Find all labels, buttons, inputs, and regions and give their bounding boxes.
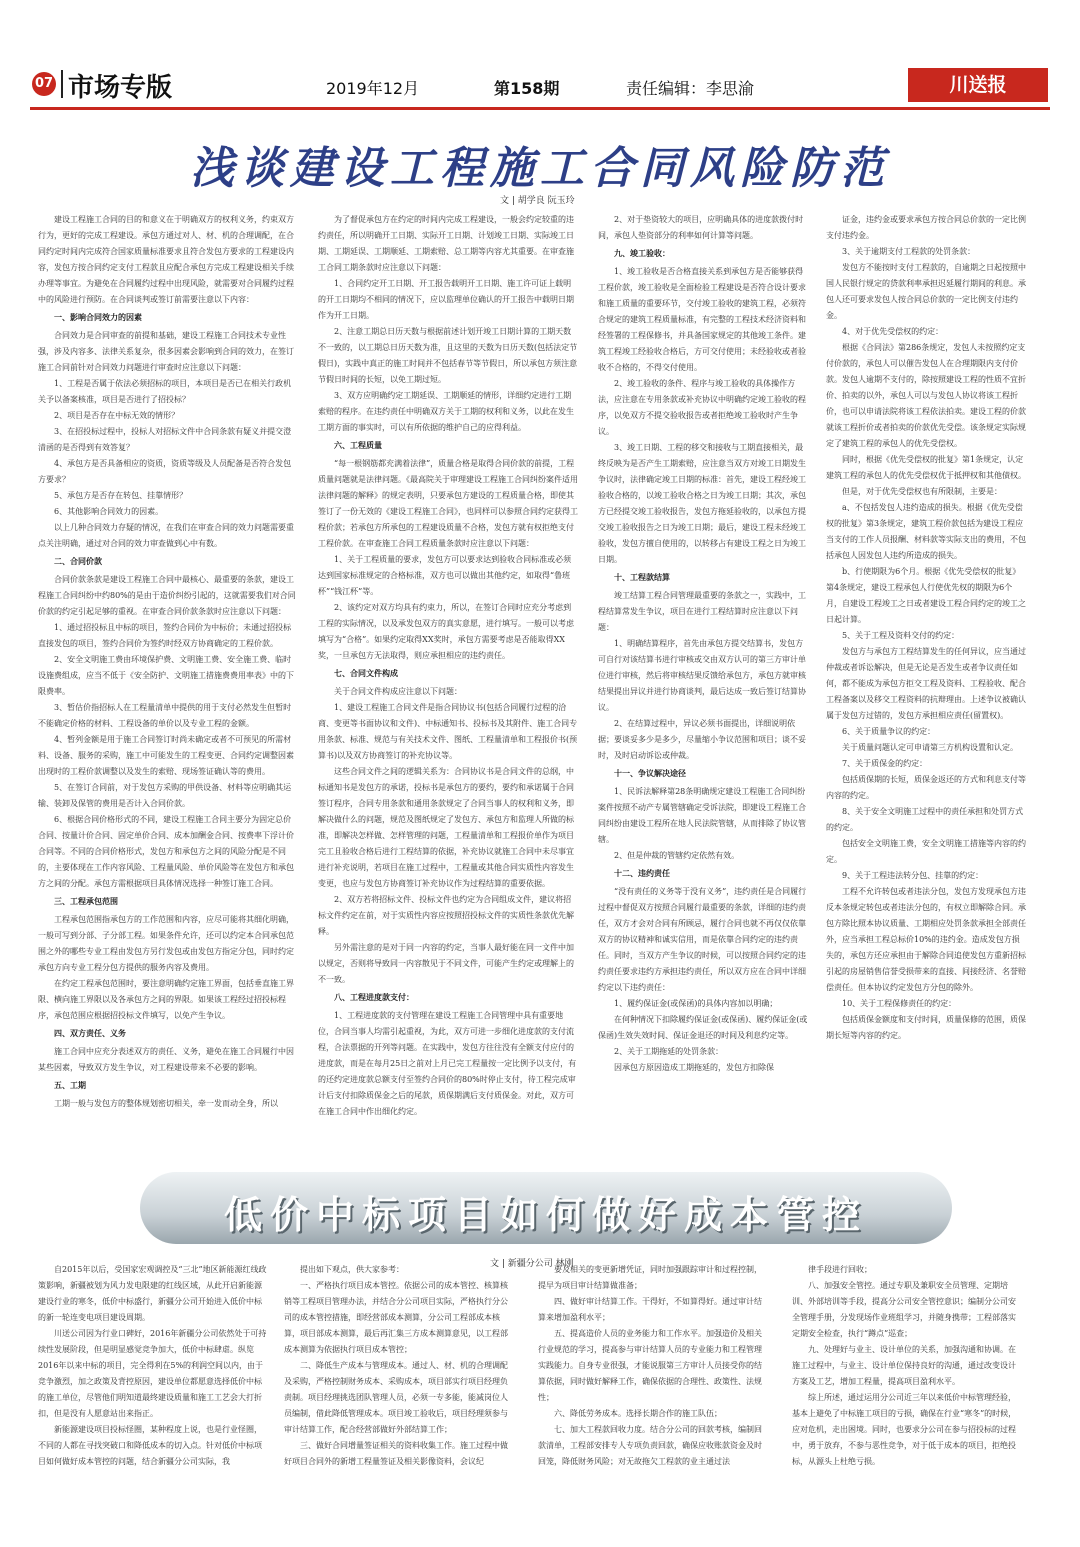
article1-column-2: [318, 212, 578, 1120]
paragraph: 关于合同文件构成应注意以下问题：: [334, 687, 462, 696]
paragraph: 证金，违约金或要求承包方按合同总价款的一定比例支付违约金。: [826, 215, 1026, 240]
paragraph: 1、建设工程施工合同文件是指合同协议书(包括合同履行过程的洽商、变更等书面协议和文件)、中标通知书、投标书及其附件、施工合同专用条款、标准、规范与有关技术文件、图纸、工程量清单和工程报价书(预算书)以及双方协商签订的补充协议等。: [318, 703, 578, 760]
paragraph: 2、项目是否存在中标无效的情形？: [54, 411, 180, 420]
paragraph: 五、提高造价人员的业务能力和工作水平。加强造价及相关行业规范的学习，提高参与审计结算人员的专业能力和工程管理实践能力。自身专业很强，才能说服第三方审计人员接受你的结算依据，同时做好解释工作，确保依据的合理性、政策性、法规性；: [538, 1329, 762, 1402]
article2-column-1: [38, 1262, 268, 1470]
paragraph: 包括质保金额度和支付时间，质量保修的范围，质保期长短等内容的约定。: [826, 1015, 1026, 1040]
paragraph: 2、对于垫资较大的项目，应明确具体的进度款拨付时间，承包人垫资部分的利率如何计算等问题。: [598, 215, 804, 240]
article2-title-banner: [140, 1172, 952, 1244]
paragraph: 1、履约保证金(或保函)的具体内容加以明确；: [614, 999, 778, 1008]
page-number-badge: 07: [32, 72, 56, 96]
paragraph: 5、在签订合同前，对于发包方采购的甲供设备、材料等应明确其运输、装卸及保管的费用是否计入合同价款。: [38, 783, 292, 808]
paragraph: 这些合同文件之间的逻辑关系为：合同协议书是合同文件的总纲，中标通知书是发包方的承诺，投标书是承包方的要约，要约和承诺属于合同签订程序，合同专用条款和通用条款规定了合同当事人的权利和义务，即解决做什么的问题，规范及图纸规定了发包方、承包方和监理人所做的标准，即解决怎样做、怎样管理的问题，工程量清单和工程报价单作为项目完工且验收合格后进行工程结算的依据，补充协议就施工合同中未尽事宜进行补充说明，若项目在施工过程中，工程量或其他合同实质性内容发生变更，也应与发包方协商签订补充协议作为过程结算的重要依据。: [318, 767, 574, 888]
article1-column-1: [38, 212, 298, 1112]
paragraph: 6、根据合同价格形式的不同，建设工程施工合同主要分为固定总价合同、按量计价合同、固定单价合同、成本加酬金合同、按费率下浮计价合同等。不同的合同价格形式，发包方和承包方之间的风险分配是不同的，主要体现在工作内容风险、工程量风险、单价风险等在发包方和承包方之间的分配。承包方需根据项目具体情况选择一种签订施工合同。: [38, 815, 294, 888]
section-heading: 七、合同文件构成: [334, 669, 398, 678]
header-divider: [61, 70, 63, 98]
article2-column-2: [284, 1262, 514, 1470]
paragraph: 2、竣工验收的条件、程序与竣工验收的具体操作方法，应注意在专用条款或补充协议中明确约定竣工验收的程序，以免双方不提交验收报告或者拒绝竣工验收时产生争议。: [598, 379, 806, 436]
paragraph: 以上几种合同效力存疑的情况，在我们在审查合同的效力问题需要重点关注明确，通过对合同的效力审查做到心中有数。: [38, 523, 294, 548]
paragraph: 3、竣工日期、工程的移交和接收与工期直接相关，最终反映为是否产生工期索赔，应注意当双方对竣工日期发生争议时，法律确定竣工日期的标准：首先，建设工程经竣工验收合格的，以竣工验收合格之日为竣工日期；其次，承包方已经提交竣工验收报告，发包方拖延验收的，以承包方提交竣工验收报告之日为竣工日期；最后，建设工程未经竣工验收，发包方擅自使用的，以转移占有建设工程之日为竣工日期。: [598, 443, 806, 564]
paragraph: 3、关于逾期支付工程款的处罚条款：: [842, 247, 976, 256]
paragraph: 六、降低劳务成本。选择长期合作的施工队伍；: [554, 1409, 722, 1418]
editor-credit: 责任编辑：李思渝: [626, 79, 755, 98]
paragraph: 1、明确结算程序，首先由承包方提交结算书，发包方可自行对该结算书进行审核或交由双方认可的第三方审计单位进行审核，然后将审核结果反馈给承包方，承包方就审核结果提出异议并进行协商谈判，最后达成一致后签订结算协议。: [598, 639, 806, 712]
paragraph: 三、做好合同增量签证相关的资料收集工作。施工过程中做好项目合同外的新增工程量签证及相关影像资料，会议纪: [284, 1441, 508, 1466]
paragraph: 2、在结算过程中，异议必须书面提出，详细说明依据；要谈妥多少是多少，尽量缩小争议范围和项目；谈不妥时，及时启动诉讼或仲裁。: [598, 719, 806, 760]
paragraph: 施工合同中应充分表述双方的责任、义务，避免在施工合同履行中因某些因素，导致双方发生争议，对工程建设带来不必要的影响。: [38, 1047, 294, 1072]
paragraph: 但是，对于优先受偿权也有所限制，主要是：: [842, 487, 1002, 496]
paragraph: 综上所述，通过运用分公司近三年以来低价中标管理经验，基本上避免了中标施工项目的亏损，确保在行业“寒冬”的时候，应对危机，走出困境。同时，也要求分公司在参与招投标的过程中，勇于放弃，不参与恶性竞争，对于低于成本的项目，拒绝投标，从源头上杜绝亏损。: [792, 1393, 1017, 1466]
paragraph: 2、但是仲裁的管辖约定依然有效。: [614, 851, 740, 860]
paragraph: a、不包括发包人违约造成的损失。根据《优先受偿权的批复》第3条规定，建筑工程价款包括为建设工程应当支付的工作人员报酬、材料款等实际支出的费用，不包括承包人因发包人违约所造成的损失。: [826, 503, 1026, 560]
paragraph: 九、处理好与业主、设计单位的关系，加强沟通和协调。在施工过程中，与业主、设计单位保持良好的沟通，通过改变设计方案及工艺，增加工程量，提高项目盈利水平。: [792, 1345, 1016, 1386]
paragraph: 川送公司因为行业口碑好，2016年新疆分公司依然处于可持续性发展阶段，但是明显感觉竞争加大，低价中标肆虐。纵览2016年以来中标的项目，完全得利在5%的利润空间以内，由于竞争激烈，加之政策及背控原因，建设单位都愿意选择低价中标的施工单位，尽管他们明知道最终建设质量和施工工艺会大打折扣，但是没有人愿意站出来指正。: [38, 1329, 267, 1418]
paragraph: 为了督促承包方在约定的时间内完成工程建设，一般会约定较重的违约责任，所以明确开工日期、实际开工日期、计划竣工日期、实际竣工日期、工期延误、工期顺延、工期索赔、总工期等内容尤其重要。在审查施工合同工期条款时应注意以下问题：: [318, 215, 574, 272]
paragraph: 1、工程是否属于依法必须招标的项目，本项目是否已在相关行政机关予以备案核准，项目是否进行了招投标？: [38, 379, 292, 404]
paragraph: 包括质保期的长短，质保金返还的方式和利息支付等内容的约定。: [826, 775, 1026, 800]
paragraph: 1、关于工程质量的要求，发包方可以要求达到验收合同标准或必须达到国家标准规定的合格标准，双方也可以做出其他约定，如取得“鲁班杯”“钱江杯”等。: [318, 555, 572, 596]
paragraph: 提出如下观点，供大家参考：: [300, 1265, 404, 1274]
paragraph: 另外需注意的是对于同一内容的约定，当事人最好能在同一文件中加以规定，否则将导致同一内容散见于不同文件，可能产生约定或理解上的不一致。: [318, 943, 574, 984]
paragraph: 3、在招投标过程中，投标人对招标文件中合同条款有疑义并提交澄清函的是否得到有效答复？: [38, 427, 292, 452]
issue-date: 2019年12月: [326, 79, 420, 98]
paragraph: 8、关于安全文明施工过程中的责任承担和处罚方式的约定。: [826, 807, 1024, 832]
paragraph: 律手段进行回收；: [808, 1265, 872, 1274]
section-heading: 六、工程质量: [334, 441, 382, 450]
paragraph: 1、工程进度款的支付管理在建设工程施工合同管理中具有重要地位，合同当事人均需引起重视，为此，双方可进一步细化进度款的支付流程，合法票据的开列等问题。在实践中，发包方往往没有全额支付应付的进度款，而是在每月25日之前对上月已完工程量按一定比例予以支付，有的还约定进度款总额支付至签约合同价的80%时停止支付，待工程完成审计后支付扣除质保金之后的尾款，质保期满后支付质保金。对此，双方可在施工合同中作出细化约定。: [318, 1011, 577, 1116]
paragraph: 自2015年以后，受国家宏观调控及“三北”地区新能源红线政策影响，新疆被划为风力发电限建的红线区域，从此开启新能源建设行业的寒冬，低价中标盛行，新疆分公司开始进入低价中标的新一轮连变电项目建设周期。: [38, 1265, 267, 1322]
paragraph: 7、关于质保金的约定：: [842, 759, 928, 768]
paragraph: 在约定工程承包范围时，要注意明确约定施工界面，包括垂直施工界限、横向施工界限以及各承包方之间的界限。如果该工程经过招投标程序，承包范围应根据招投标文件填写，以免产生争议。: [38, 979, 294, 1020]
section-heading: 一、影响合同效力的因素: [54, 313, 142, 322]
section-name: 市场专版: [68, 73, 173, 103]
section-heading: 三、工程承包范围: [54, 897, 118, 906]
paragraph: 发包方不能按时支付工程款的，自逾期之日起按照中国人民银行规定的贷款利率承担迟延履行期间的利息。承包人还可要求发包人按合同总价款的一定比例支付违约金。: [826, 263, 1026, 320]
paragraph: 一、严格执行项目成本管控。依据公司的成本管控、核算核销等工程项目管理办法，并结合分公司项目实际，严格执行分公司的成本管控措施，即经营部成本测算，分公司工程部成本核算，项目部成本测算，最后再汇集三方成本测算意见，以工程部成本测算为依据执行项目成本管控；: [284, 1281, 508, 1354]
paragraph: 四、做好审计结算工作。干得好，不如算得好。通过审计结算来增加盈利水平；: [538, 1297, 762, 1322]
paragraph: 建设工程施工合同的目的和意义在于明确双方的权利义务，约束双方行为，更好的完成工程建设。承包方通过对人、材、机的合理调配，在合同约定时间内完成符合国家质量标准要求且符合发包方要求的工程建设内容，发包方按合同约定支付工程款且应配合承包方完成工程建设相关手续办理等事宜。为避免在合同履约过程中出现风险，就需要对合同履约过程中的风险进行预防。在合同谈判或签订前需要注意以下内容：: [38, 215, 294, 304]
paragraph: 5、关于工程及资料交付的约定：: [842, 631, 960, 640]
section-heading: 十、工程款结算: [614, 573, 670, 582]
paragraph: 1、合同约定开工日期、开工报告载明开工日期、施工许可证上载明的开工日期均不相同的情况下，应以监理单位确认的开工报告中载明日期作为开工日期。: [318, 279, 574, 320]
article1-column-4: [826, 212, 1026, 1044]
section-heading: 八、工程进度款支付：: [334, 993, 414, 1002]
paragraph: 合同价款条款是建设工程施工合同中最核心、最重要的条款，建设工程施工合同纠纷中约80%的是由于造价纠纷引起的，这就需要我们对合同价款的约定引起足够的重视。在审查合同价款条款时应注意以下问题：: [38, 575, 296, 616]
article1-title: 浅谈建设工程施工合同风险防范: [190, 143, 890, 194]
paragraph: 根据《合同法》第286条规定，发包人未按照约定支付价款的，承包人可以催告发包人在合理期限内支付价款。发包人逾期不支付的，除按照建设工程的性质不宜折价、拍卖的以外，承包人可以与发包人协议将该工程折价，也可以申请法院将该工程依法拍卖。建设工程的价款就该工程折价或者拍卖的价款优先受偿。该条规定实际规定了建筑工程的承包人的优先受偿权。: [826, 343, 1026, 448]
paragraph: 1、民诉法解释第28条明确规定建设工程施工合同纠纷案件按照不动产专属管辖确定受诉法院，即建设工程施工合同纠纷由建设工程所在地人民法院管辖，从而排除了协议管辖。: [598, 787, 806, 844]
section-heading: 四、双方责任、义务: [54, 1029, 126, 1038]
paragraph: 竣工结算工程合同管理最重要的条款之一，实践中，工程结算常发生争议，项目在进行工程结算时应注意以下问题：: [598, 591, 806, 632]
paragraph: 二、降低生产成本与管理成本。通过人、材、机的合理调配及采购，严格控制财务成本、采购成本，项目部实行项目经理负责制。项目经理挑选团队管理人员，必须一专多能，能减岗位人员编制，借此降低管理成本。项目竣工验收后，项目经理须参与审计结算工作，配合经营部做好外部结算工作；: [284, 1361, 508, 1434]
paragraph: 1、通过招投标且中标的项目，签约合同价为中标价；未通过招投标直接发包的项目，签约合同价为签约时经双方协商确定的工程价款。: [38, 623, 292, 648]
paragraph: 3、双方应明确约定工期延误、工期顺延的情形，详细约定进行工期索赔的程序。在违约责任中明确双方关于工期的权利和义务，以此在发生工期方面的事实时，可以有所依据的维护自己的应得利益。: [318, 391, 574, 432]
paragraph: b、行使期限为6个月。根据《优先受偿权的批复》第4条规定，建设工程承包人行使优先权的期限为6个月，自建设工程竣工之日或者建设工程合同约定的竣工之日起计算。: [826, 567, 1026, 624]
section-heading: 二、合同价款: [54, 557, 102, 566]
newspaper-logo: 川送报: [908, 68, 1048, 102]
paragraph: 同时，根据《优先受偿权的批复》第1条规定，认定建筑工程的承包人的优先受偿权优于抵押权和其他债权。: [826, 455, 1026, 480]
paragraph: 八、加强安全管控。通过专职及兼职安全员管理、定期培训、外部培训等手段，提高分公司安全管控意识；编制分公司安全管理手册，分发现场作业班组学习，并随身携带；工程部落实定期安全检查，执行“蹲点”巡查；: [792, 1281, 1016, 1338]
article2-column-3: [538, 1262, 768, 1470]
paragraph: 发包方与承包方工程结算发生的任何异议，应当通过仲裁或者诉讼解决，但是无论是否发生或者争议责任如何，都不能成为承包方拒交工程及资料、工程验收、配合工程备案以及移交工程资料的抗辩理由。上述争议被确认属于发包方过错的，发包方承担相应责任(留置权)。: [826, 647, 1026, 720]
article2-column-4: [792, 1262, 1022, 1470]
paragraph: 工程承包范围指承包方的工作范围和内容，应尽可能将其细化明确，一般可写到分部、子分部工程。如果条件允许，还可以约定本合同承包范围之外的哪些专业工程由发包方另行发包或由发包方指定分包，同时约定承包方向专业工程分包方提供的服务内容及费用。: [38, 915, 294, 972]
paragraph: 9、关于工程违法转分包、挂靠的约定：: [842, 871, 984, 880]
paragraph: 2、双方若将招标文件、投标文件也约定为合同组成文件，建议将招标文件约定在前，对于实质性内容应按照招投标文件的实质性条款优先解释。: [318, 895, 574, 936]
issue-number: 第158期: [494, 79, 560, 98]
paragraph: 4、承包方是否具备相应的资质，资质等级及人员配备是否符合发包方要求？: [38, 459, 292, 484]
article2-byline: 文 | 新疆分公司 林刚: [490, 1259, 574, 1269]
paragraph: 10、关于工程保修责任的约定：: [842, 999, 957, 1008]
paragraph: 新能源建设项目投标怪圈，某种程度上说，也是行业怪圈，不同的人都在寻找突破口和降低成本的切入点。针对低价中标项目如何做好成本管控的问题，结合新疆分公司实际，我: [38, 1425, 262, 1466]
article2-title: 低价中标项目如何做好成本管控: [223, 1192, 868, 1237]
paragraph: 工程不允许转包或者违法分包，发包方发现承包方违反本条规定转包或者违法分包的，有权立即解除合同。承包方除比照本协议质量、工期相应处罚条款承担全部责任外，应当承担工程总标价10%的违约金。造成发包方损失的，承包方还应承担由于解除合同追使发包方重新招标引起的房屋销售信誉受损带来的直接、间接经济、名誉赔偿责任。但本协议约定发包方分包的除外。: [826, 887, 1026, 992]
paragraph: 关于质量问题认定可申请第三方机构设置和认定。: [842, 743, 1018, 752]
paragraph: “没有责任的义务等于没有义务”，违约责任是合同履行过程中督促双方按照合同履行最重要的条款，详细的违约责任，双方才会对合同有所顾忌，履行合同也就不再仅仅依靠双方的协议精神和诚实信用，而是依靠合同约定的违约责任。同时，当双方产生争议的时候，可以按照合同约定的违约责任要求违约方承担违约责任，所以双方应在合同中详细约定以下违约责任：: [598, 887, 807, 992]
section-heading: 十一、争议解决途径: [614, 769, 686, 778]
paragraph: 4、对于优先受偿权的约定：: [842, 327, 944, 336]
paragraph: 3、暂估价指招标人在工程量清单中提供的用于支付必然发生但暂时不能确定价格的材料、工程设备的单价以及专业工程的金额。: [38, 703, 292, 728]
paragraph: 2、该约定对双方均具有约束力，所以，在签订合同时应充分考虑到工程的实际情况，以及承发包双方的真实意愿，进行填写。一般可以考虑填写为“合格”。如果约定取得XX奖时，承包方需要考虑是否能取得XX奖，一旦承包方无法取得，则应承担相应的违约责任。: [318, 603, 574, 660]
paragraph: 七、加大工程款回收力度。结合分公司的回款考核，编制回款清单，工程部安排专人专项负责回款，确保应收账款资金及时回笼，降低财务风险；对无故拖欠工程款的业主通过法: [538, 1425, 762, 1466]
article1-column-3: [598, 212, 808, 1076]
section-heading: 十二、违约责任: [614, 869, 670, 878]
paragraph: 1、竣工验收是否合格直接关系到承包方是否能够获得工程价款，竣工验收是全面检验工程建设是否符合设计要求和施工质量的重要环节，交付竣工验收的建筑工程，必须符合规定的建筑工程质量标准，有完整的工程技术经济资料和经签署的工程保修书，并具备国家规定的其他竣工条件。建筑工程竣工经验收合格后，方可交付使用；未经验收或者验收不合格的，不得交付使用。: [598, 267, 806, 372]
paragraph: 6、关于质量争议的约定：: [842, 727, 936, 736]
page-header: [30, 64, 1050, 108]
paragraph: 5、承包方是否存在转包、挂靠情形？: [54, 491, 188, 500]
paragraph: 在何种情况下扣除履约保证金(或保函)、履约保证金(或保函)生效失效时间、保证金退还的时间及利息约定等。: [598, 1015, 808, 1040]
article1-byline: 文 | 胡学良 阮玉玲: [500, 196, 575, 206]
paragraph: 要及相关的变更新增凭证，同时加强跟踪审计和过程控制，提早为项目审计结算做准备；: [538, 1265, 762, 1290]
paragraph: “每一根钢筋都充满着法律”，质量合格是取得合同价款的前提，工程质量问题就是法律问题。《最高院关于审理建设工程施工合同纠纷案件适用法律问题的解释》的规定表明，只要承包方建设的工程质量合格，即使其签订了一份无效的《建设工程施工合同》，也同样可以参照合同约定获得工程价款；若承包方所承包的工程建设质量不合格，发包方就有权拒绝支付工程价款。在审查施工合同工程质量条款时应注意以下问题：: [318, 459, 578, 548]
header-rule: [30, 107, 1050, 110]
section-heading: 九、竣工验收：: [614, 249, 670, 258]
paragraph: 工期一般与发包方的整体规划密切相关，牵一发而动全身，所以: [54, 1099, 278, 1108]
paragraph: 包括安全文明施工费，安全文明施工措施等内容的约定。: [826, 839, 1026, 864]
paragraph: 2、关于工期拖延的处罚条款：: [614, 1047, 724, 1056]
paragraph: 合同效力是合同审查的前提和基础，建设工程施工合同技术专业性强，涉及内容多、法律关系复杂，很多因素会影响到合同的效力，在签订施工合同前针对合同效力问题进行审查时应注意以下问题：: [38, 331, 294, 372]
paragraph: 因承包方原因造成工期拖延的，发包方扣除保: [614, 1063, 774, 1072]
paragraph: 2、安全文明施工费由环境保护费、文明施工费、安全施工费、临时设施费组成，应当不低于《安全防护、文明施工措施费费用率表》中的下限费率。: [38, 655, 294, 696]
paragraph: 2、注意工期总日历天数与根据前述计划开竣工日期计算的工期天数不一致的，以工期总日历天数为准，且这里的天数为日历天数(包括法定节假日)，实践中真正的施工时间并不包括春节等节假日，所以承包方须注意节假日时间的长短，以免工期过短。: [318, 327, 578, 384]
paragraph: 4、暂列金额是用于施工合同签订时尚未确定或者不可预见的所需材料、设备、服务的采购，施工中可能发生的工程变更、合同约定调整因素出现时的工程价款调整以及发生的索赔、现场签证确认等的费用。: [38, 735, 294, 776]
section-heading: 五、工期: [54, 1081, 86, 1090]
paragraph: 6、其他影响合同效力的因素。: [54, 507, 164, 516]
